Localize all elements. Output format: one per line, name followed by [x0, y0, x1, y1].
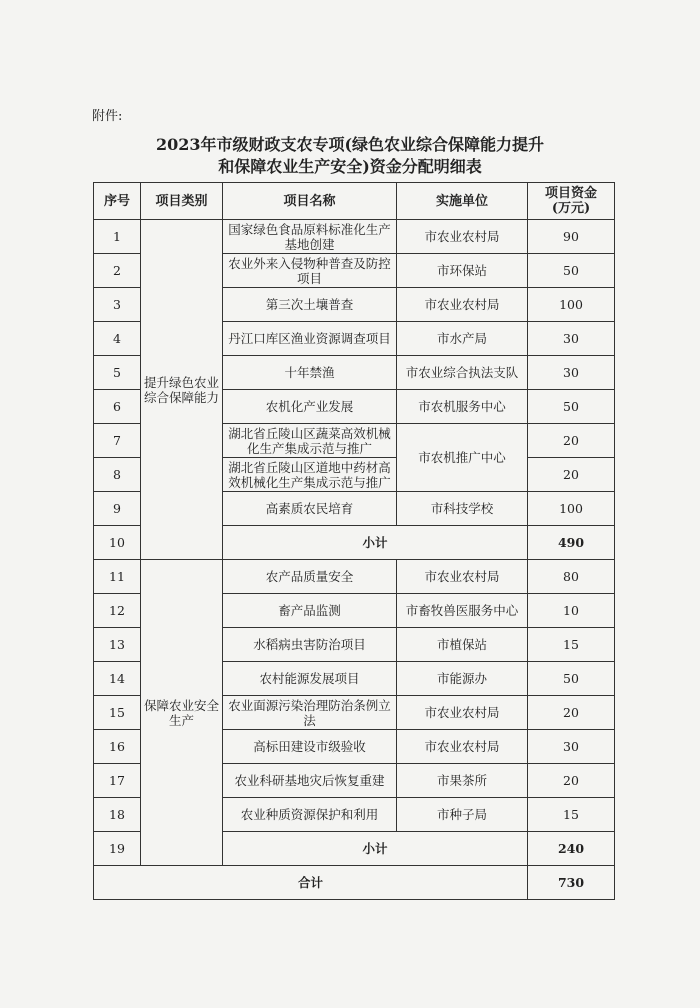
row-unit: 市农业综合执法支队 — [397, 356, 528, 390]
row-funds: 30 — [528, 730, 615, 764]
row-no: 1 — [94, 220, 141, 254]
row-name: 水稻病虫害防治项目 — [223, 628, 397, 662]
row-unit: 市种子局 — [397, 798, 528, 832]
row-name: 农产品质量安全 — [223, 560, 397, 594]
row-name: 农机化产业发展 — [223, 390, 397, 424]
row-funds: 50 — [528, 662, 615, 696]
row-funds: 80 — [528, 560, 615, 594]
row-unit: 市水产局 — [397, 322, 528, 356]
row-no: 11 — [94, 560, 141, 594]
row-unit: 市农业农村局 — [397, 220, 528, 254]
header-funds-line2: (万元) — [551, 201, 591, 216]
row-no: 2 — [94, 254, 141, 288]
header-unit: 实施单位 — [397, 183, 528, 220]
row-no: 18 — [94, 798, 141, 832]
row-no: 17 — [94, 764, 141, 798]
row-unit: 市科技学校 — [397, 492, 528, 526]
allocation-table — [93, 182, 615, 900]
row-unit: 市农业农村局 — [397, 560, 528, 594]
table-header-row — [94, 183, 615, 220]
row-no: 6 — [94, 390, 141, 424]
header-funds — [528, 183, 615, 220]
row-no: 16 — [94, 730, 141, 764]
row-name: 高标田建设市级验收 — [223, 730, 397, 764]
row-funds: 100 — [528, 492, 615, 526]
subtotal-label: 小计 — [223, 832, 528, 866]
row-funds: 30 — [528, 356, 615, 390]
document-title-line2: 和保障农业生产安全)资金分配明细表 — [218, 157, 482, 176]
row-name: 农业面源污染治理防治条例立法 — [223, 696, 397, 730]
row-no: 8 — [94, 458, 141, 492]
header-name: 项目名称 — [223, 183, 397, 220]
row-no: 14 — [94, 662, 141, 696]
row-funds: 20 — [528, 424, 615, 458]
row-name: 湖北省丘陵山区蔬菜高效机械化生产集成示范与推广 — [223, 424, 397, 458]
subtotal-funds: 240 — [528, 832, 615, 866]
header-funds-line1: 项目资金 — [544, 186, 597, 201]
row-unit: 市果茶所 — [397, 764, 528, 798]
total-funds: 730 — [528, 866, 615, 900]
row-no: 5 — [94, 356, 141, 390]
total-row — [94, 866, 615, 900]
row-name: 高素质农民培育 — [223, 492, 397, 526]
table-row — [94, 220, 615, 254]
category-cell-safety: 保障农业安全生产 — [141, 560, 223, 866]
row-no: 4 — [94, 322, 141, 356]
row-unit: 市能源办 — [397, 662, 528, 696]
row-unit: 市农机服务中心 — [397, 390, 528, 424]
row-funds: 15 — [528, 798, 615, 832]
row-no: 15 — [94, 696, 141, 730]
row-no: 10 — [94, 526, 141, 560]
subtotal-label: 小计 — [223, 526, 528, 560]
row-name: 农业科研基地灾后恢复重建 — [223, 764, 397, 798]
row-funds: 30 — [528, 322, 615, 356]
row-unit: 市农机推广中心 — [397, 424, 528, 492]
row-funds: 15 — [528, 628, 615, 662]
row-name: 丹江口库区渔业资源调查项目 — [223, 322, 397, 356]
row-name: 农业外来入侵物种普查及防控项目 — [223, 254, 397, 288]
row-unit: 市农业农村局 — [397, 696, 528, 730]
row-unit: 市农业农村局 — [397, 288, 528, 322]
row-no: 9 — [94, 492, 141, 526]
row-funds: 50 — [528, 254, 615, 288]
row-name: 十年禁渔 — [223, 356, 397, 390]
row-name: 农村能源发展项目 — [223, 662, 397, 696]
row-funds: 100 — [528, 288, 615, 322]
row-name: 第三次土壤普查 — [223, 288, 397, 322]
row-funds: 10 — [528, 594, 615, 628]
row-funds: 90 — [528, 220, 615, 254]
row-unit: 市环保站 — [397, 254, 528, 288]
header-category: 项目类别 — [141, 183, 223, 220]
row-no: 3 — [94, 288, 141, 322]
table-row — [94, 560, 615, 594]
row-name: 国家绿色食品原料标准化生产基地创建 — [223, 220, 397, 254]
row-no: 13 — [94, 628, 141, 662]
row-funds: 20 — [528, 696, 615, 730]
row-funds: 20 — [528, 764, 615, 798]
category-cell-green: 提升绿色农业综合保障能力 — [141, 220, 223, 560]
row-name: 农业种质资源保护和利用 — [223, 798, 397, 832]
row-name: 湖北省丘陵山区道地中药材高效机械化生产集成示范与推广 — [223, 458, 397, 492]
row-unit: 市畜牧兽医服务中心 — [397, 594, 528, 628]
row-name: 畜产品监测 — [223, 594, 397, 628]
subtotal-funds: 490 — [528, 526, 615, 560]
row-no: 12 — [94, 594, 141, 628]
row-no: 19 — [94, 832, 141, 866]
attachment-label: 附件: — [92, 109, 123, 124]
row-funds: 20 — [528, 458, 615, 492]
row-funds: 50 — [528, 390, 615, 424]
row-no: 7 — [94, 424, 141, 458]
row-unit: 市植保站 — [397, 628, 528, 662]
document-title-line1: 2023年市级财政支农专项(绿色农业综合保障能力提升 — [155, 135, 545, 154]
header-no: 序号 — [94, 183, 141, 220]
total-label: 合计 — [94, 866, 528, 900]
row-unit: 市农业农村局 — [397, 730, 528, 764]
